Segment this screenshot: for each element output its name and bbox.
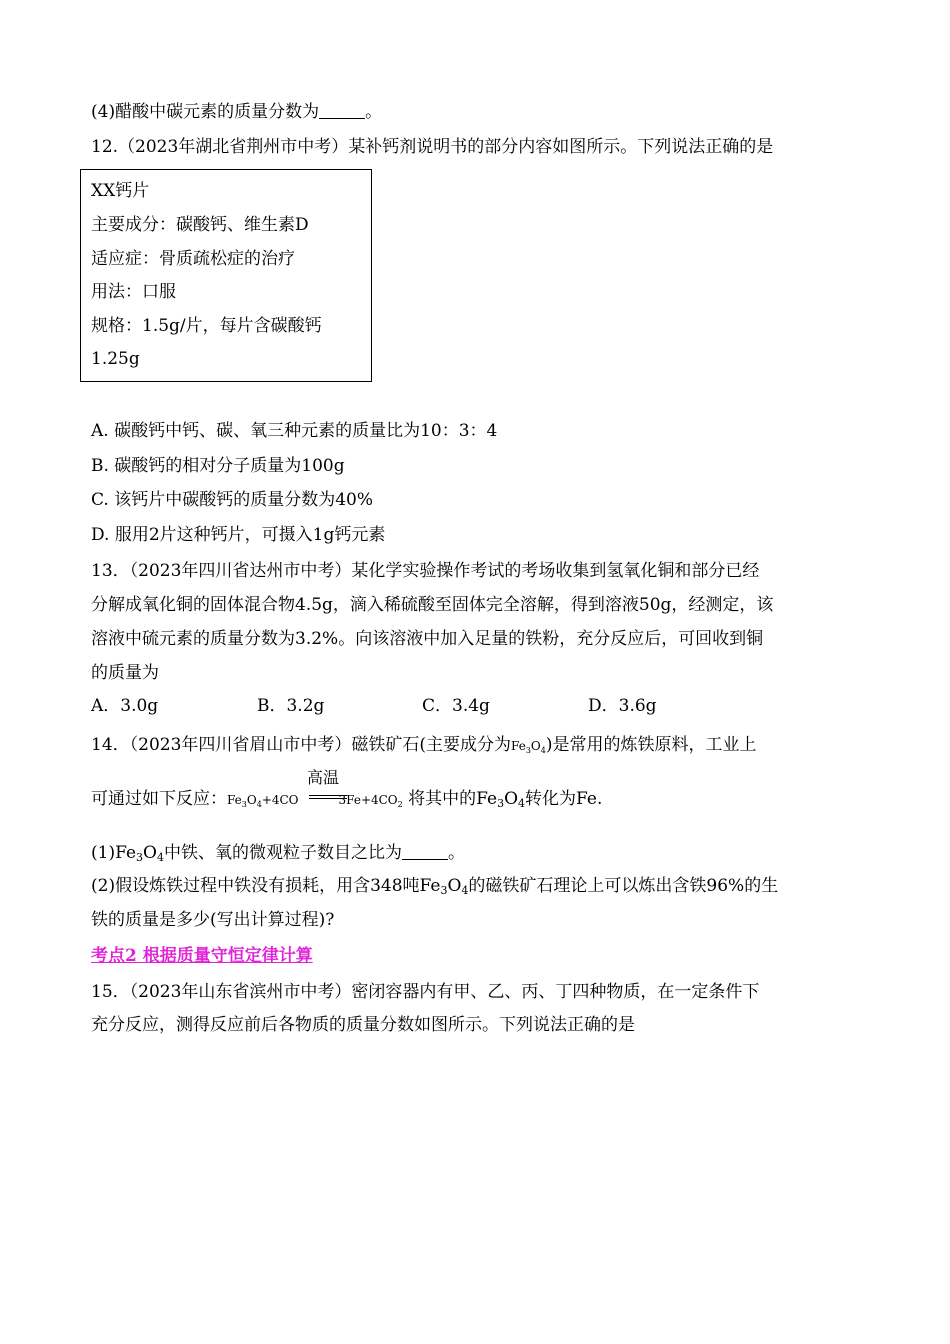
q14-part2-o: O bbox=[447, 876, 462, 896]
formula-sub-4: 4 bbox=[540, 746, 546, 755]
q14-part1-rest: 中铁、氧的微观粒子数目之比为 bbox=[163, 843, 402, 863]
q14-part2-sub-4: 4 bbox=[461, 884, 469, 897]
q13-option-d: D．3.6g bbox=[588, 696, 657, 716]
q12-option-a: A. 碳酸钙中钙、碳、氧三种元素的质量比为10：3：4 bbox=[91, 421, 498, 441]
eq-o: O bbox=[246, 793, 257, 807]
label-indication: 适应症：骨质疏松症的治疗 bbox=[91, 249, 295, 269]
eq-left-rest: +4CO bbox=[261, 793, 299, 807]
label-usage: 用法：口服 bbox=[91, 282, 176, 302]
eq-sub-3: 3 bbox=[241, 800, 247, 809]
q15-line-2: 充分反应，测得反应前后各物质的质量分数如图所示。下列说法正确的是 bbox=[91, 1015, 635, 1035]
q14-part2-a: (2)假设炼铁过程中铁没有损耗，用含348吨Fe bbox=[91, 876, 441, 896]
magnetite-formula bbox=[511, 739, 546, 753]
eq-sub-2: 2 bbox=[397, 800, 403, 809]
eq-bar-bottom bbox=[309, 798, 347, 799]
fe3o4-fe: Fe bbox=[476, 789, 498, 809]
section-heading: 考点2 根据质量守恒定律计算 bbox=[91, 946, 313, 966]
q12-stem: 12.（2023年湖北省荆州市中考）某补钙剂说明书的部分内容如图所示。下列说法正确的是 bbox=[91, 137, 774, 157]
q14-part2-line-1 bbox=[91, 874, 778, 898]
eq-right: 3Fe+4CO bbox=[338, 793, 398, 807]
label-name: XX钙片 bbox=[91, 181, 150, 201]
q14-line-2a: 可通过如下反应： bbox=[91, 789, 227, 809]
calcium-label-box bbox=[80, 169, 372, 382]
q13-line-4: 的质量为 bbox=[91, 663, 159, 683]
reaction-equation bbox=[227, 768, 403, 812]
q13-line-1: 13．（2023年四川省达州市中考）某化学实验操作考试的考场收集到氢氧化铜和部分已经 bbox=[91, 561, 760, 581]
fe3o4-sub-3: 3 bbox=[497, 797, 505, 810]
q14-part2-line-2: 铁的质量是多少(写出计算过程)? bbox=[91, 910, 335, 930]
q13-option-a: A．3.0g bbox=[91, 696, 159, 716]
eq-condition: 高温 bbox=[307, 768, 340, 787]
q14-part1-a: (1)Fe bbox=[91, 843, 137, 863]
q14-line-2b: 将其中的 bbox=[408, 789, 477, 809]
q11-part4-end: 。 bbox=[365, 102, 383, 122]
q13-line-2: 分解成氧化铜的固体混合物4.5g，滴入稀硫酸至固体完全溶解，得到溶液50g，经测定，该 bbox=[91, 595, 774, 615]
answer-blank bbox=[402, 843, 448, 860]
q14-part1-end: 。 bbox=[447, 843, 465, 863]
eq-sub-4: 4 bbox=[256, 800, 262, 809]
formula-o: O bbox=[530, 739, 541, 753]
q11-part4-text: (4)醋酸中碳元素的质量分数为 bbox=[91, 102, 320, 122]
q14-line-2c: 转化为Fe. bbox=[525, 789, 603, 809]
eq-bar-top bbox=[309, 795, 347, 796]
fe3o4-o: O bbox=[504, 789, 519, 809]
q14-line-1 bbox=[91, 733, 756, 758]
q13-option-c: C．3.4g bbox=[422, 696, 490, 716]
q12-option-b: B. 碳酸钙的相对分子质量为100g bbox=[91, 456, 345, 476]
q13-option-b: B．3.2g bbox=[257, 696, 325, 716]
q14-line-1a: 14．（2023年四川省眉山市中考）磁铁矿石(主要成分为 bbox=[91, 735, 512, 755]
q14-part2-c: 的磁铁矿石理论上可以炼出含铁96%的生 bbox=[468, 876, 779, 896]
q14-line-1b: )是常用的炼铁原料，工业上 bbox=[545, 735, 757, 755]
formula-fe: Fe bbox=[511, 739, 526, 753]
q14-part2-sub-3: 3 bbox=[440, 884, 448, 897]
q14-part1-o: O bbox=[143, 843, 157, 863]
q14-part1 bbox=[91, 841, 465, 865]
q12-option-d: D. 服用2片这种钙片，可摄入1g钙元素 bbox=[91, 525, 386, 545]
q14-part1-sub-3: 3 bbox=[136, 851, 144, 864]
eq-fe: Fe bbox=[227, 793, 242, 807]
q15-line-1: 15．（2023年山东省滨州市中考）密闭容器内有甲、乙、丙、丁四种物质，在一定条件下 bbox=[91, 982, 760, 1002]
label-spec-2: 1.25g bbox=[91, 349, 140, 369]
q12-option-c: C. 该钙片中碳酸钙的质量分数为40% bbox=[91, 490, 373, 510]
answer-blank bbox=[319, 102, 365, 119]
q13-line-3: 溶液中硫元素的质量分数为3.2%。向该溶液中加入足量的铁粉，充分反应后，可回收到铜 bbox=[91, 629, 764, 649]
fe3o4-sub-4: 4 bbox=[518, 797, 526, 810]
formula-sub-3: 3 bbox=[525, 746, 531, 755]
label-ingredients: 主要成分：碳酸钙、维生素D bbox=[91, 215, 309, 235]
q11-part4 bbox=[91, 100, 382, 124]
q14-part1-sub-4: 4 bbox=[156, 851, 164, 864]
label-spec-1: 规格：1.5g/片，每片含碳酸钙 bbox=[91, 316, 322, 336]
q14-line-2 bbox=[91, 768, 603, 812]
